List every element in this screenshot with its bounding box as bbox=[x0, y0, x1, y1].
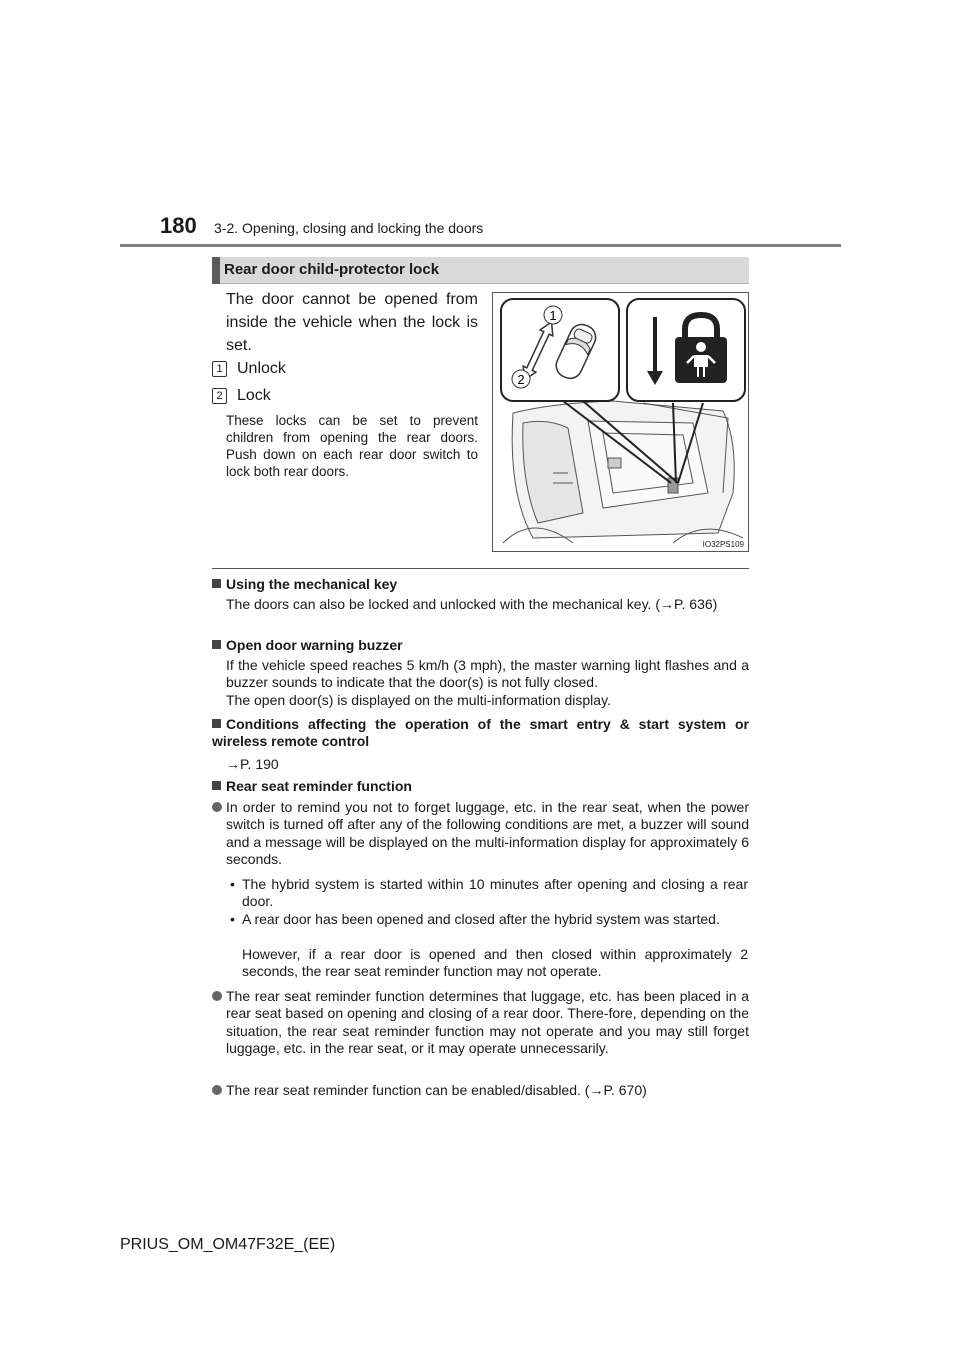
reminder-bullet-2 bbox=[212, 988, 749, 1057]
section-title: Rear door child-protector lock bbox=[224, 261, 440, 278]
sub-bullet-text: The hybrid system is started within 10 minutes after opening and closing a rear door. bbox=[242, 876, 748, 910]
circle-bullet-icon bbox=[212, 1085, 222, 1095]
header-divider bbox=[120, 244, 841, 247]
section-header-accent bbox=[212, 257, 220, 284]
legend-number-2: 2 bbox=[212, 388, 227, 404]
square-bullet-icon bbox=[212, 781, 221, 790]
item-body-door-display: The open door(s) is displayed on the multi-information display. bbox=[226, 692, 611, 708]
square-bullet-icon bbox=[212, 579, 221, 588]
item-title-rear-seat-reminder bbox=[212, 778, 752, 795]
legend-lock bbox=[212, 387, 271, 405]
bullet-text: The rear seat reminder function determines that luggage, etc. has been placed in a rear seat based on opening and closing of a rear door. There-fore, depending on the situation, the rear seat reminder function may not operate and you may still forget luggage, etc. in the rear seat, or it may operate unnecessarily. bbox=[226, 988, 749, 1056]
circle-bullet-icon bbox=[212, 802, 222, 812]
square-bullet-icon bbox=[212, 719, 221, 728]
reminder-however-note: However, if a rear door is opened and then closed within approximately 2 seconds, the rear seat reminder function may not operate. bbox=[242, 946, 748, 980]
square-bullet-icon bbox=[212, 640, 221, 649]
figure-code: IO32PS109 bbox=[702, 540, 744, 549]
section-note: These locks can be set to prevent children from opening the rear doors. Push down on each rear door switch to lock both rear doors. bbox=[226, 413, 478, 479]
reminder-bullet-3 bbox=[212, 1082, 749, 1099]
child-lock-illustration bbox=[492, 292, 749, 552]
legend-label-unlock: Unlock bbox=[237, 360, 286, 377]
legend-label-lock: Lock bbox=[237, 387, 271, 404]
reminder-condition-2 bbox=[230, 911, 748, 928]
item-body-smart-entry: →P. 190 bbox=[226, 756, 279, 772]
sub-bullet-marker: • bbox=[230, 911, 235, 927]
page-number: 180 bbox=[160, 213, 197, 238]
document-code: PRIUS_OM_OM47F32E_(EE) bbox=[120, 1236, 336, 1253]
item-title-smart-entry bbox=[212, 716, 749, 750]
figure-callout-1: 1 bbox=[549, 308, 557, 323]
section-header bbox=[212, 257, 749, 284]
item-title-text: Using the mechanical key bbox=[226, 576, 398, 592]
section-intro: The door cannot be opened from inside the vehicle when the lock is set. bbox=[226, 291, 478, 354]
reminder-bullet-1 bbox=[212, 799, 749, 868]
item-title-mechanical-key bbox=[212, 576, 752, 593]
circle-bullet-icon bbox=[212, 991, 222, 1001]
item-title-door-buzzer bbox=[212, 637, 752, 654]
item-title-text: Open door warning buzzer bbox=[226, 637, 403, 653]
item-title-text: Conditions affecting the operation of the smart entry & start system or wireless remote control bbox=[212, 716, 749, 749]
item-title-text: Rear seat reminder function bbox=[226, 778, 412, 794]
item-body-door-buzzer: If the vehicle speed reaches 5 km/h (3 mph), the master warning light flashes and a buzzer sounds to indicate that the door(s) is not fully closed. bbox=[226, 657, 749, 691]
door-illustration bbox=[493, 293, 750, 553]
content-divider bbox=[212, 568, 749, 569]
sub-bullet-text: A rear door has been opened and closed after the hybrid system was started. bbox=[242, 911, 720, 927]
bullet-text: In order to remind you not to forget luggage, etc. in the rear seat, when the power switch is turned off after any of the following conditions are met, a buzzer will sound and a message will be displayed on the multi-information display for approximately 6 seconds. bbox=[226, 799, 749, 867]
reminder-condition-1 bbox=[230, 876, 748, 911]
sub-bullet-marker: • bbox=[230, 876, 235, 892]
figure-callout-2: 2 bbox=[517, 372, 525, 387]
legend-number-1: 1 bbox=[212, 361, 227, 377]
chapter-title: 3-2. Opening, closing and locking the doors bbox=[214, 220, 484, 236]
bullet-text: The rear seat reminder function can be enabled/disabled. (→P. 670) bbox=[226, 1082, 647, 1098]
legend-unlock bbox=[212, 360, 286, 378]
item-body-mechanical-key: The doors can also be locked and unlocked with the mechanical key. (→P. 636) bbox=[226, 596, 718, 612]
